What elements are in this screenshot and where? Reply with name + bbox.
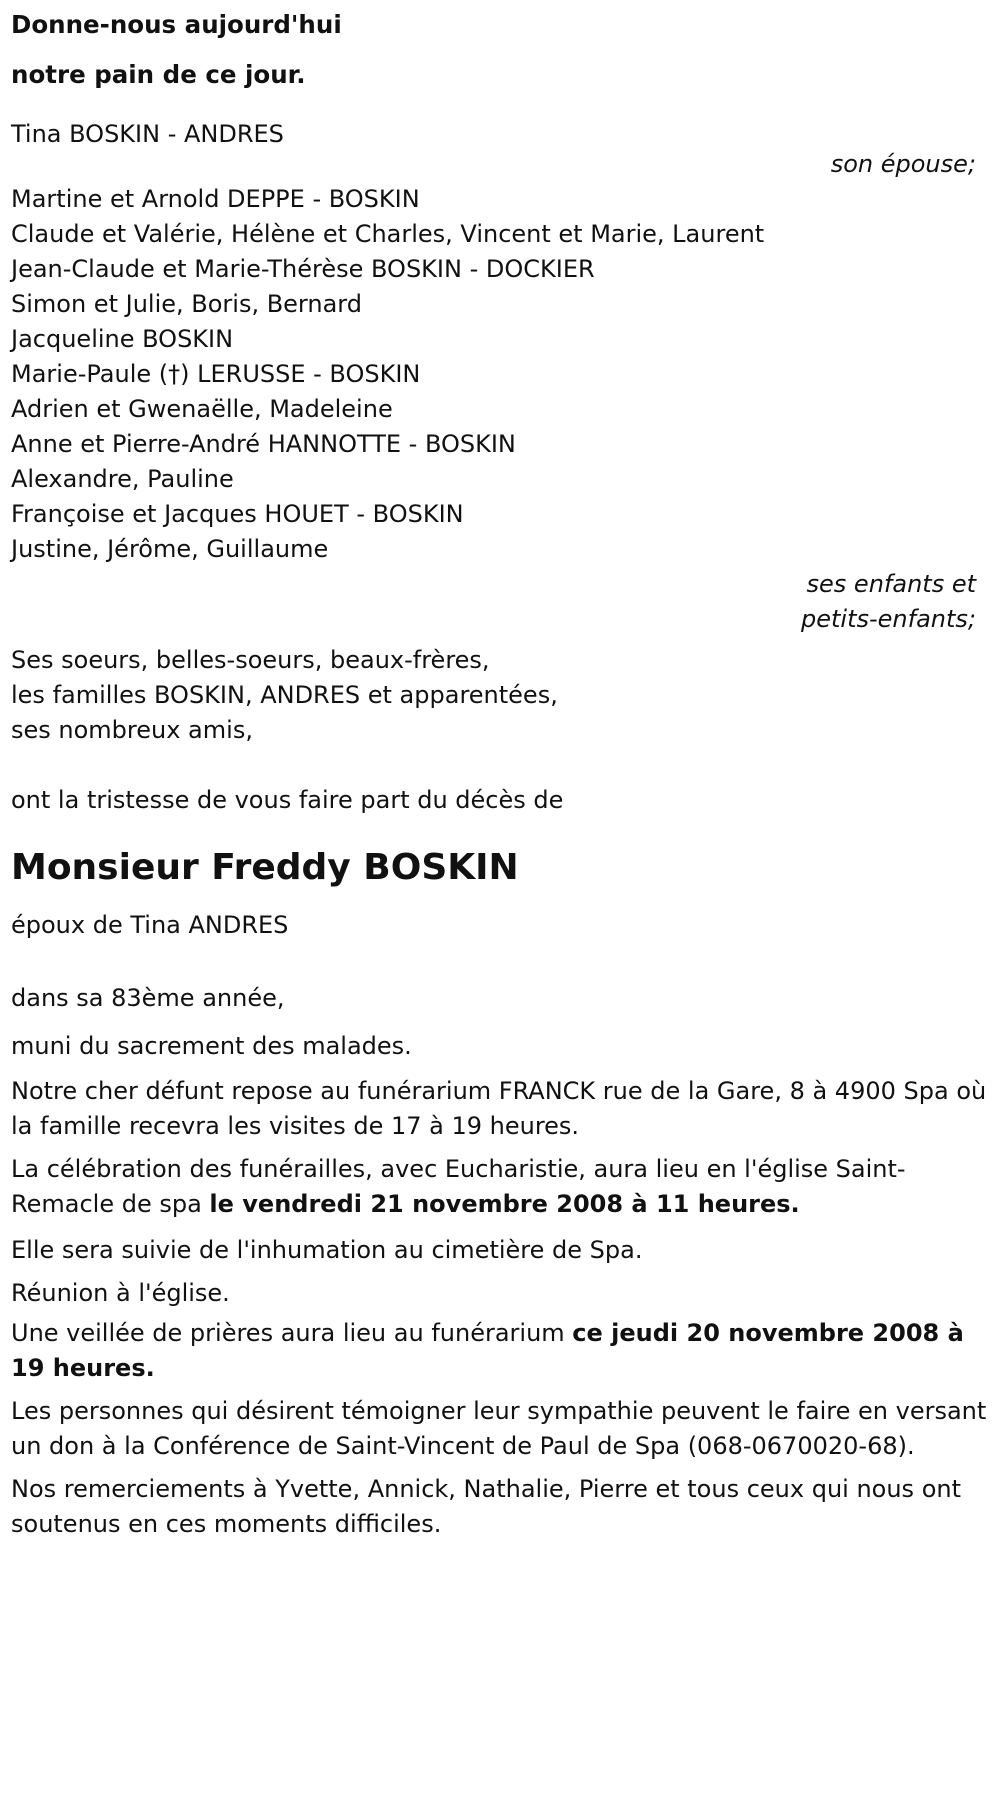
quote-line-2: notre pain de ce jour. <box>11 60 306 89</box>
list-item: Claude et Valérie, Hélène et Charles, Vincent et Marie, Laurent <box>11 220 765 248</box>
list-item: Jacqueline BOSKIN <box>11 325 234 353</box>
meeting-text: Réunion à l'église. <box>11 1279 230 1307</box>
list-item: Jean-Claude et Marie-Thérèse BOSKIN - DOCKIER <box>11 255 595 283</box>
list-item: Alexandre, Pauline <box>11 465 234 493</box>
scripture-quote <box>11 0 988 100</box>
list-item: Martine et Arnold DEPPE - BOSKIN <box>11 185 420 213</box>
children-relation-line-1: ses enfants et <box>806 570 976 598</box>
children-relation-line-2: petits-enfants; <box>801 605 976 633</box>
list-item: Françoise et Jacques HOUET - BOSKIN <box>11 500 464 528</box>
list-item: Adrien et Gwenaëlle, Madeleine <box>11 395 393 423</box>
donation-text: Les personnes qui désirent témoigner leur sympathie peuvent le faire en versant un don à la Conférence de Saint-Vincent de Paul de Spa (068-0670020-68). <box>11 1397 987 1460</box>
children-relation <box>11 567 988 637</box>
spouse-relation: son épouse; <box>830 150 976 178</box>
relatives-list <box>11 643 988 748</box>
deceased-name: Monsieur Freddy BOSKIN <box>11 847 519 888</box>
vigil-text: Une veillée de prières aura lieu au funérarium <box>11 1319 565 1347</box>
spouse-name: Tina BOSKIN - ANDRES <box>11 120 284 148</box>
funerarium-text: Notre cher défunt repose au funérarium FRANCK rue de la Gare, 8 à 4900 Spa où la famille recevra les visites de 17 à 19 heures. <box>11 1077 987 1140</box>
burial-text: Elle sera suivie de l'inhumation au cimetière de Spa. <box>11 1236 643 1264</box>
list-item: Ses soeurs, belles-soeurs, beaux-frères, <box>11 646 490 674</box>
spouse-block <box>11 118 988 178</box>
list-item: Justine, Jérôme, Guillaume <box>11 535 329 563</box>
ceremony-paragraph <box>11 1152 988 1222</box>
children-list <box>11 182 988 567</box>
list-item: ses nombreux amis, <box>11 716 253 744</box>
spouse-of-text: époux de Tina ANDRES <box>11 911 289 939</box>
ceremony-date: le vendredi 21 novembre 2008 à 11 heures. <box>209 1190 800 1218</box>
list-item: Anne et Pierre-André HANNOTTE - BOSKIN <box>11 430 516 458</box>
list-item: Marie-Paule (†) LERUSSE - BOSKIN <box>11 360 421 388</box>
sacrament-text: muni du sacrement des malades. <box>11 1032 412 1060</box>
vigil-date: ce jeudi 20 novembre 2008 à 19 heures. <box>11 1319 964 1382</box>
vigil-paragraph <box>11 1316 988 1386</box>
quote-line-1: Donne-nous aujourd'hui <box>11 10 342 39</box>
ceremony-text: La célébration des funérailles, avec Eucharistie, aura lieu en l'église Saint-Remacle de spa <box>11 1155 906 1218</box>
age-text: dans sa 83ème année, <box>11 984 285 1012</box>
list-item: Simon et Julie, Boris, Bernard <box>11 290 362 318</box>
list-item: les familles BOSKIN, ANDRES et apparentées, <box>11 681 558 709</box>
announcement-text: ont la tristesse de vous faire part du décès de <box>11 786 564 814</box>
details-block <box>11 978 988 1542</box>
thanks-text: Nos remerciements à Yvette, Annick, Nathalie, Pierre et tous ceux qui nous ont soutenus en ces moments difficiles. <box>11 1475 961 1538</box>
